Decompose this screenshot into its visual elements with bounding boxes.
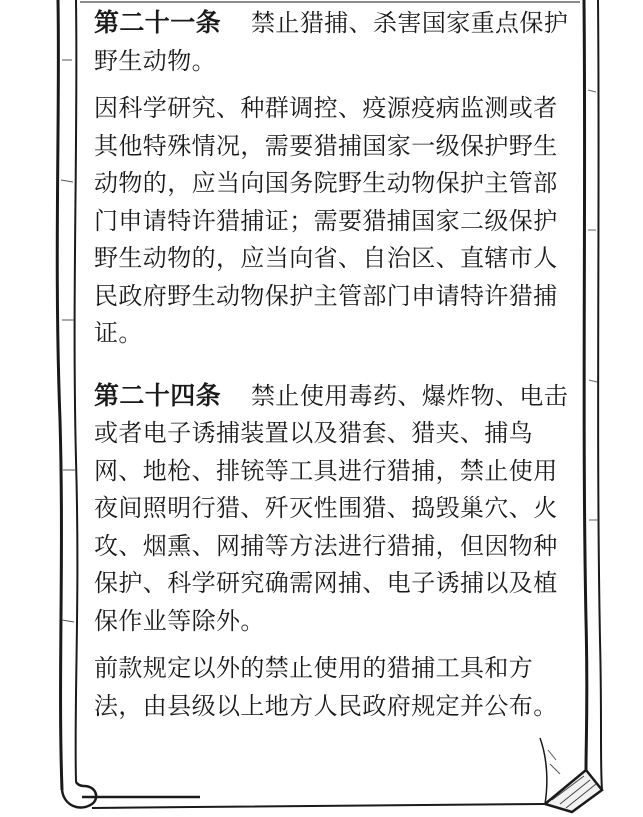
article-24 bbox=[94, 377, 574, 726]
right-edge bbox=[584, 0, 587, 770]
corner-shadow-hatch bbox=[548, 750, 560, 774]
article-21-paragraph-1: 禁止猎捕、杀害国家重点保护野生动物。 bbox=[94, 9, 569, 75]
folded-corner bbox=[545, 770, 602, 812]
article-21-first-paragraph bbox=[94, 4, 574, 80]
corner-shadow bbox=[540, 738, 547, 804]
bottom-edge-right bbox=[92, 804, 545, 808]
left-scroll-edge bbox=[57, 0, 62, 790]
article-21-paragraph-2: 因科学研究、种群调控、疫源疫病监测或者其他特殊情况，需要猎捕国家一级保护野生动物的，应当向国务院野生动物保护主管部门申请特许猎捕证；需要猎捕国家二级保护野生动物的，应当向省、自治区、直辖市人民政府野生动物保护主管部门申请特许猎捕证。 bbox=[94, 94, 558, 347]
article-21 bbox=[94, 4, 574, 353]
article-24-number: 第二十四条 bbox=[94, 380, 222, 410]
bottom-curl bbox=[62, 782, 96, 808]
right-outer-edge bbox=[598, 0, 602, 790]
law-text-block bbox=[94, 4, 574, 725]
left-scroll-shade bbox=[61, 60, 75, 622]
article-24-paragraph-1: 禁止使用毒药、爆炸物、电击或者电子诱捕装置以及猎套、猎夹、捕鸟网、地枪、排铳等工具进行猎捕，禁止使用夜间照明行猎、歼灭性围猎、捣毁巢穴、火攻、烟熏、网捕等方法进行猎捕，但因物种保护、科学研究确需网捕、电子诱捕以及植保作业等除外。 bbox=[94, 381, 569, 635]
article-21-number: 第二十一条 bbox=[94, 8, 222, 37]
article-24-paragraph-2: 前款规定以外的禁止使用的猎捕工具和方法，由县级以上地方人民政府规定并公布。 bbox=[94, 654, 558, 720]
left-scroll-inner-edge bbox=[75, 0, 78, 782]
article-24-first-paragraph bbox=[94, 377, 574, 641]
right-edge-shade bbox=[588, 90, 598, 520]
